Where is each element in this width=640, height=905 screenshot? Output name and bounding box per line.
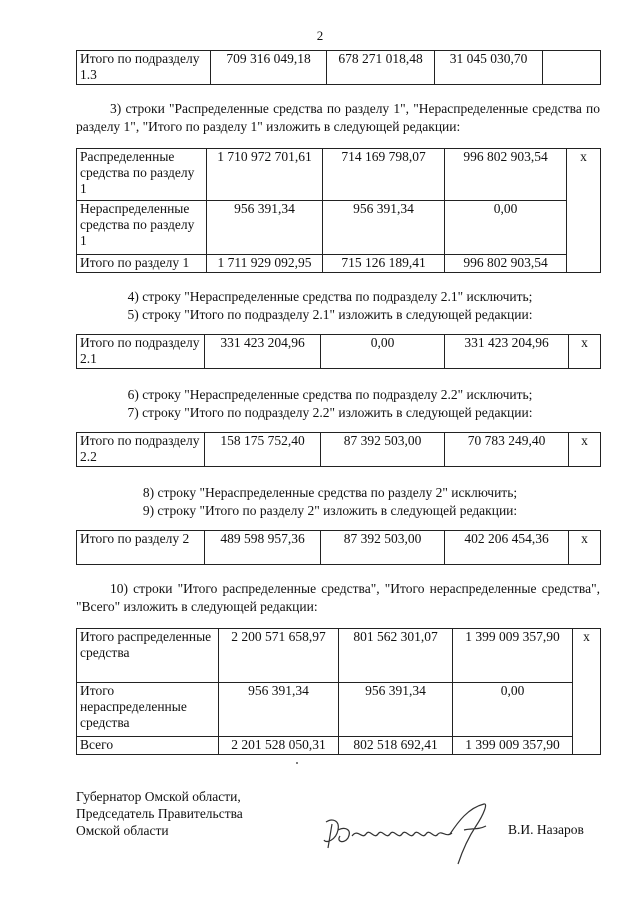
value-cell: 956 391,34 xyxy=(219,683,339,737)
value-cell: 715 126 189,41 xyxy=(323,255,445,273)
x-mark-cell: x xyxy=(569,335,601,369)
value-cell: 1 710 972 701,61 xyxy=(207,149,323,201)
value-cell: 87 392 503,00 xyxy=(321,531,445,565)
table-subsection-1-3 xyxy=(76,50,601,85)
signatory-title-line-3: Омской области xyxy=(76,823,169,838)
paragraph-5: 5) строку "Итого по подразделу 2.1" изложить в следующей редакции: xyxy=(127,307,533,322)
row-label: Нераспределенные средства по разделу 1 xyxy=(77,201,207,255)
value-cell: 956 391,34 xyxy=(323,201,445,255)
value-cell: 802 518 692,41 xyxy=(339,737,453,755)
table-row xyxy=(77,201,601,255)
value-cell: 678 271 018,48 xyxy=(327,51,435,85)
table-section-1 xyxy=(76,148,601,273)
table-row xyxy=(77,531,601,565)
value-cell: 0,00 xyxy=(453,683,573,737)
x-mark-cell: x xyxy=(567,149,601,273)
row-label: Итого нераспределенные средства xyxy=(77,683,219,737)
value-cell: 331 423 204,96 xyxy=(445,335,569,369)
value-cell: 709 316 049,18 xyxy=(211,51,327,85)
value-cell: 402 206 454,36 xyxy=(445,531,569,565)
signature-block xyxy=(76,788,243,839)
value-cell: 801 562 301,07 xyxy=(339,629,453,683)
value-cell: 1 711 929 092,95 xyxy=(207,255,323,273)
value-cell: 0,00 xyxy=(445,201,567,255)
x-mark-cell: x xyxy=(569,433,601,467)
value-cell: 70 783 249,40 xyxy=(445,433,569,467)
x-mark-cell: x xyxy=(573,629,601,755)
value-cell: 158 175 752,40 xyxy=(205,433,321,467)
paragraph-10: 10) строки "Итого распределенные средства", "Итого нераспределенные средства", "Всего" изложить в следующей редакции: xyxy=(76,581,600,614)
row-label: Итого распределенные средства xyxy=(77,629,219,683)
table-row xyxy=(77,335,601,369)
signatory-title-line-2: Председатель Правительства xyxy=(76,806,243,821)
page-number: 2 xyxy=(316,28,324,43)
value-cell: 996 802 903,54 xyxy=(445,149,567,201)
row-label: Итого по подразделу 2.1 xyxy=(77,335,205,369)
table-row xyxy=(77,683,601,737)
row-label: Итого по подразделу 1.3 xyxy=(77,51,211,85)
table-row xyxy=(77,149,601,201)
paragraph-3: 3) строки "Распределенные средства по разделу 1", "Нераспределенные средства по разделу 1", "Итого по разделу 1" изложить в следующей редакции: xyxy=(76,101,600,134)
table-totals xyxy=(76,628,601,755)
value-cell: 2 200 571 658,97 xyxy=(219,629,339,683)
signatory-name: В.И. Назаров xyxy=(508,822,584,837)
scan-dot xyxy=(296,762,298,764)
value-cell: 489 598 957,36 xyxy=(205,531,321,565)
paragraph-6: 6) строку "Нераспределенные средства по подразделу 2.2" исключить; xyxy=(127,387,533,402)
value-cell: 714 169 798,07 xyxy=(323,149,445,201)
row-label: Всего xyxy=(77,737,219,755)
paragraph-7: 7) строку "Итого по подразделу 2.2" изложить в следующей редакции: xyxy=(127,405,533,420)
value-cell: 996 802 903,54 xyxy=(445,255,567,273)
value-cell: 331 423 204,96 xyxy=(205,335,321,369)
row-label: Распределенные средства по разделу 1 xyxy=(77,149,207,201)
row-label: Итого по подразделу 2.2 xyxy=(77,433,205,467)
table-subsection-2-2 xyxy=(76,432,601,467)
row-label: Итого по разделу 2 xyxy=(77,531,205,565)
paragraph-9: 9) строку "Итого по разделу 2" изложить в следующей редакции: xyxy=(142,503,518,518)
signatory-title-line-1: Губернатор Омской области, xyxy=(76,789,241,804)
value-cell: 956 391,34 xyxy=(339,683,453,737)
table-section-2 xyxy=(76,530,601,565)
value-cell: 956 391,34 xyxy=(207,201,323,255)
paragraph-8: 8) строку "Нераспределенные средства по разделу 2" исключить; xyxy=(142,485,518,500)
table-row xyxy=(77,737,601,755)
value-cell: 0,00 xyxy=(321,335,445,369)
row-label: Итого по разделу 1 xyxy=(77,255,207,273)
handwritten-signature xyxy=(318,800,498,870)
value-cell: 87 392 503,00 xyxy=(321,433,445,467)
table-subsection-2-1 xyxy=(76,334,601,369)
table-row xyxy=(77,433,601,467)
value-cell: 1 399 009 357,90 xyxy=(453,737,573,755)
value-cell: 1 399 009 357,90 xyxy=(453,629,573,683)
value-cell: 31 045 030,70 xyxy=(435,51,543,85)
paragraph-4: 4) строку "Нераспределенные средства по подразделу 2.1" исключить; xyxy=(127,289,533,304)
value-cell: 2 201 528 050,31 xyxy=(219,737,339,755)
x-mark-cell: x xyxy=(569,531,601,565)
table-row xyxy=(77,629,601,683)
table-row xyxy=(77,255,601,273)
value-cell xyxy=(543,51,601,85)
table-row xyxy=(77,51,601,85)
